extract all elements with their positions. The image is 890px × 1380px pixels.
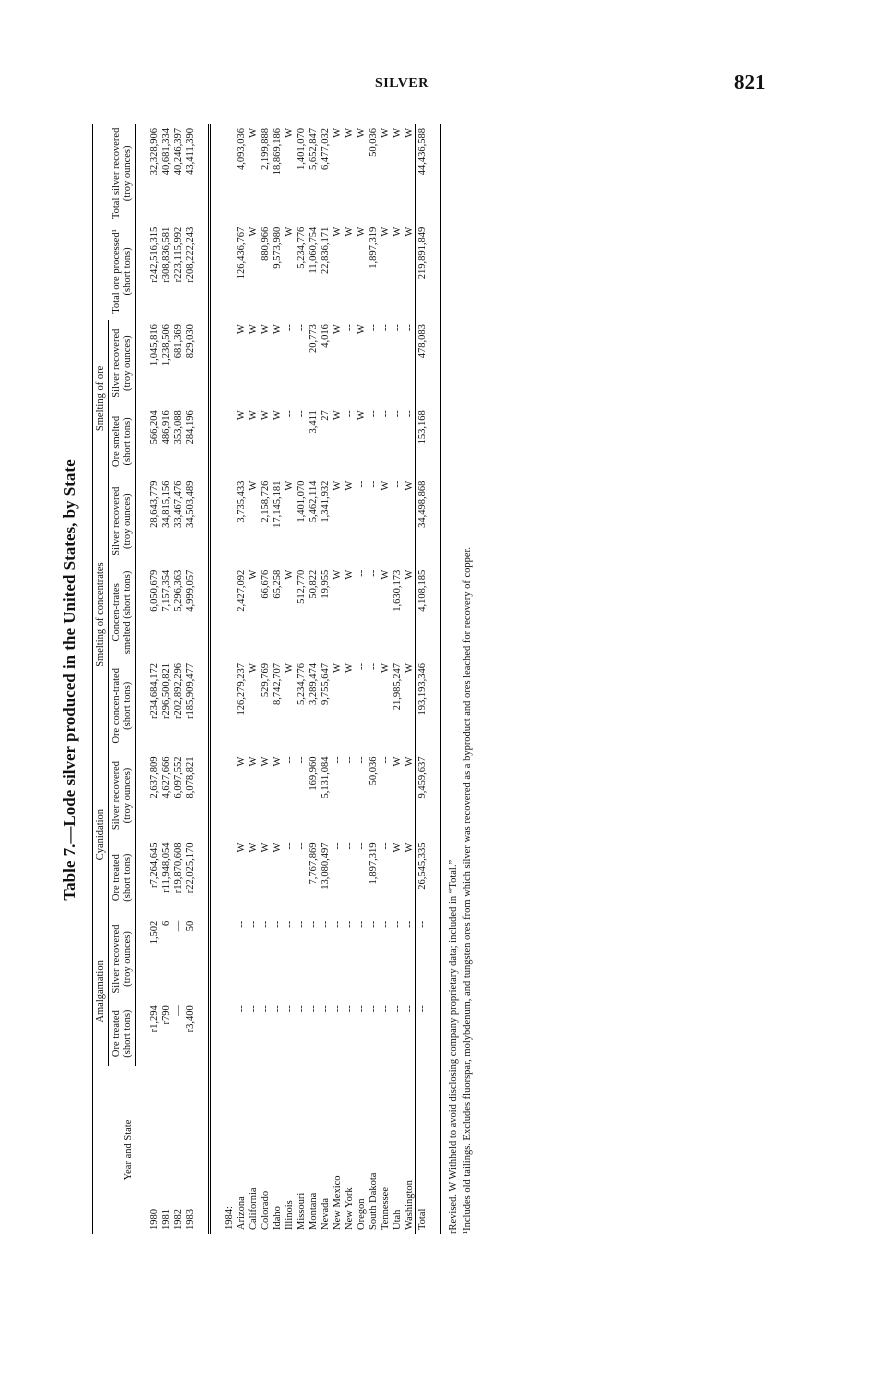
table-cell: -- <box>283 842 295 850</box>
table-cell: W <box>259 756 271 767</box>
table-cell: r223,115,992 <box>172 226 184 283</box>
table-cell: — <box>172 1005 184 1016</box>
table-cell: 3,289,474 <box>307 663 319 706</box>
table-cell: W <box>403 480 415 491</box>
table-cell: 1,897,319 <box>367 842 379 885</box>
table-cell: W <box>403 663 415 673</box>
table-cell: 5,652,847 <box>307 128 319 170</box>
table-cell: 4,999,057 <box>184 569 196 612</box>
table-cell: W <box>283 226 295 237</box>
table-cell: 5,462,114 <box>307 480 319 523</box>
table-cell: 529,769 <box>259 663 271 698</box>
table-cell: W <box>379 480 391 491</box>
row-label: 1982 <box>172 1209 184 1230</box>
column-group-blank <box>93 223 109 320</box>
table-cell: -- <box>416 1001 429 1066</box>
table-cell: 5,234,776 <box>295 226 307 269</box>
table-cell: 1,897,319 <box>367 226 379 269</box>
table-cell: W <box>271 324 283 335</box>
table-cell: 4,093,036 <box>235 128 247 170</box>
table-cell: 1,630,173 <box>391 569 403 612</box>
table-cell: 21,985,247 <box>391 663 403 711</box>
year-row <box>148 124 160 1234</box>
table-cell: 34,498,868 <box>416 477 429 566</box>
table-cell: -- <box>343 410 355 418</box>
column-header-10: Total silver recovered (troy ounces) <box>109 124 136 223</box>
state-row <box>403 124 416 1234</box>
table-cell: W <box>331 410 343 421</box>
table-cell: r22,025,170 <box>184 842 196 894</box>
table-cell: W <box>247 226 259 237</box>
table-cell: -- <box>343 1005 355 1013</box>
table-cell: -- <box>367 920 379 928</box>
table-cell: -- <box>295 842 307 850</box>
table-cell: 19,955 <box>319 569 331 599</box>
row-spacer <box>136 124 149 1234</box>
table-cell: -- <box>355 480 367 488</box>
table-cell: 6,477,032 <box>319 128 331 170</box>
table-cell: -- <box>355 663 367 671</box>
table-cell: -- <box>343 756 355 764</box>
table-cell: -- <box>283 324 295 332</box>
table-cell: W <box>391 226 403 237</box>
table-cell: 18,869,186 <box>271 128 283 176</box>
table-cell: r242,516,315 <box>148 226 160 283</box>
table-cell: -- <box>355 920 367 928</box>
double-rule <box>196 124 210 1234</box>
table-cell: W <box>391 128 403 138</box>
table-cell: W <box>259 410 271 421</box>
table-cell: -- <box>403 410 415 418</box>
running-head <box>0 70 890 104</box>
table-cell: -- <box>295 756 307 764</box>
table-cell: r185,909,477 <box>184 663 196 720</box>
column-group-blank <box>93 124 109 223</box>
column-group-0: Amalgamation <box>93 917 109 1066</box>
row-label: 1984: <box>223 1206 235 1230</box>
table-cell: -- <box>367 324 379 332</box>
table-cell: 353,088 <box>172 410 184 445</box>
table-cell: 66,676 <box>259 569 271 599</box>
bottom-rule <box>428 124 441 1234</box>
table-cell: W <box>235 842 247 853</box>
table-cell: r308,836,581 <box>160 226 172 283</box>
table-cell: r208,222,243 <box>184 226 196 283</box>
rotated-table-block <box>60 120 530 1240</box>
table-cell: -- <box>283 410 295 418</box>
table-cell: 9,459,637 <box>416 753 429 839</box>
table-cell: 32,328,906 <box>148 128 160 176</box>
table-cell: W <box>283 663 295 673</box>
table-cell: 1,401,070 <box>295 480 307 523</box>
table-footnotes <box>447 120 474 1234</box>
state-row <box>319 124 331 1234</box>
table-body <box>136 124 441 1234</box>
table-cell: -- <box>283 1005 295 1013</box>
row-label: Colorado <box>259 1190 271 1230</box>
table-cell: W <box>283 128 295 138</box>
table-cell: 33,467,476 <box>172 480 184 528</box>
state-row <box>379 124 391 1234</box>
table-cell: W <box>331 480 343 491</box>
table-cell: 512,770 <box>295 569 307 604</box>
state-row <box>247 124 259 1234</box>
table-cell: -- <box>295 920 307 928</box>
state-row <box>235 124 247 1234</box>
year-row <box>184 124 196 1234</box>
table-cell: 1,401,070 <box>295 128 307 170</box>
table-cell: 5,296,363 <box>172 569 184 612</box>
table-cell: 478,083 <box>416 320 429 406</box>
row-label: Utah <box>391 1209 403 1230</box>
table-cell: -- <box>379 324 391 332</box>
table-cell: -- <box>271 920 283 928</box>
table-cell: 4,627,666 <box>160 756 172 799</box>
table-cell: 193,193,346 <box>416 659 429 752</box>
table-cell: 20,773 <box>307 324 319 354</box>
table-cell: -- <box>355 1005 367 1013</box>
table-cell: -- <box>391 920 403 928</box>
table-cell: W <box>247 480 259 491</box>
column-group-2: Smelting of concentrates <box>93 477 109 753</box>
table-cell: -- <box>259 920 271 928</box>
table-cell: -- <box>355 756 367 764</box>
table-cell: -- <box>391 480 403 488</box>
table-cell: 3,735,433 <box>235 480 247 523</box>
table-cell: r790 <box>160 1005 172 1025</box>
row-label: Idaho <box>271 1206 283 1230</box>
table-cell: 7,767,869 <box>307 842 319 885</box>
table-cell: W <box>331 324 343 335</box>
year-1984-heading <box>223 124 235 1234</box>
column-header-1: Silver recovered (troy ounces) <box>109 917 136 1002</box>
state-row <box>331 124 343 1234</box>
table-cell: -- <box>367 569 379 577</box>
table-cell: W <box>379 569 391 580</box>
table-cell: -- <box>295 324 307 332</box>
table-cell: 4,016 <box>319 324 331 348</box>
table-cell: -- <box>403 920 415 928</box>
table-cell: W <box>271 842 283 853</box>
footnote-1: ¹Includes old tailings. Excludes fluorspar, molybdenum, and tungsten ores from which silver was recovered as a byproduct and ores leached for recovery of copper. <box>461 546 473 1234</box>
table-cell: 17,145,181 <box>271 480 283 528</box>
row-label: Washington <box>403 1180 415 1230</box>
state-row <box>271 124 283 1234</box>
table-cell: 8,078,821 <box>184 756 196 799</box>
table-cell: W <box>343 569 355 580</box>
table-cell: -- <box>391 410 403 418</box>
table-cell: -- <box>343 324 355 332</box>
table-cell: 126,436,767 <box>235 226 247 280</box>
table-cell: r234,684,172 <box>148 663 160 720</box>
table-cell: W <box>235 410 247 421</box>
column-header-8: Silver recovered (troy ounces) <box>109 320 136 406</box>
table-cell: -- <box>307 920 319 928</box>
row-label: Tennessee <box>379 1187 391 1230</box>
row-label: 1981 <box>160 1209 172 1230</box>
row-label: Nevada <box>319 1197 331 1230</box>
table-cell: 27 <box>319 410 331 421</box>
table-cell: -- <box>367 663 379 671</box>
table-cell: 6 <box>160 920 172 926</box>
table-cell: W <box>271 756 283 767</box>
table-cell: -- <box>379 842 391 850</box>
table-cell: -- <box>247 1005 259 1013</box>
table-cell: W <box>283 480 295 491</box>
table-cell: 880,966 <box>259 226 271 261</box>
table-cell: -- <box>355 569 367 577</box>
table-cell: 9,573,980 <box>271 226 283 269</box>
table-cell: r7,264,645 <box>148 842 160 889</box>
table-cell: 44,436,588 <box>416 124 429 223</box>
table-cell: W <box>355 226 367 237</box>
state-row <box>391 124 403 1234</box>
table-cell: 34,815,156 <box>160 480 172 528</box>
state-row <box>283 124 295 1234</box>
table-cell: -- <box>403 324 415 332</box>
table-cell: W <box>343 480 355 491</box>
column-header-4: Ore concen-trated (short tons) <box>109 659 136 752</box>
table-cell: -- <box>271 1005 283 1013</box>
table-cell: 40,681,334 <box>160 128 172 176</box>
table-cell: 13,080,497 <box>319 842 331 890</box>
row-label: 1980 <box>148 1209 160 1230</box>
column-header-7: Ore smelted (short tons) <box>109 406 136 476</box>
table-cell: -- <box>379 756 391 764</box>
table-cell: -- <box>355 842 367 850</box>
table-cell: -- <box>379 920 391 928</box>
table-cell: -- <box>295 410 307 418</box>
table-cell: -- <box>259 1005 271 1013</box>
table-cell: 6,097,552 <box>172 756 184 799</box>
table-cell: -- <box>235 920 247 928</box>
year-row <box>160 124 172 1234</box>
table-cell: W <box>343 663 355 673</box>
page-number: 821 <box>734 70 766 94</box>
table-cell: r1,294 <box>148 1005 160 1033</box>
table-cell: 486,916 <box>160 410 172 445</box>
stub-header: Year and State <box>122 1119 134 1181</box>
row-label: New York <box>343 1187 355 1230</box>
table-cell: 169,960 <box>307 756 319 791</box>
table-cell: 9,755,647 <box>319 663 331 706</box>
column-group-header-row <box>93 124 109 1234</box>
table-cell: 40,246,397 <box>172 128 184 176</box>
state-row <box>295 124 307 1234</box>
table-cell: 34,503,489 <box>184 480 196 528</box>
table-cell: W <box>247 842 259 853</box>
table-cell: 43,411,390 <box>184 128 196 175</box>
running-title: SILVER <box>375 76 429 91</box>
table-cell: 8,742,707 <box>271 663 283 706</box>
table-cell: W <box>391 756 403 767</box>
table-cell: 284,196 <box>184 410 196 445</box>
column-header-9: Total ore processed¹ (short tons) <box>109 223 136 320</box>
state-row <box>259 124 271 1234</box>
table-title: Table 7.—Lode silver produced in the United States, by State <box>60 459 79 901</box>
table-cell: -- <box>379 410 391 418</box>
table-cell: -- <box>343 842 355 850</box>
table-cell: 153,168 <box>416 406 429 476</box>
table-cell: W <box>355 324 367 335</box>
table-cell: -- <box>331 1005 343 1013</box>
column-group-1: Cyanidation <box>93 753 109 917</box>
table-cell: 5,234,776 <box>295 663 307 706</box>
table-cell: W <box>247 128 259 138</box>
column-header-3: Silver recovered (troy ounces) <box>109 753 136 839</box>
table-cell: -- <box>331 842 343 850</box>
table-cell: 219,891,849 <box>416 223 429 320</box>
row-label: Missouri <box>295 1192 307 1230</box>
column-header-0: Ore treated (short tons) <box>109 1001 136 1066</box>
table-cell: W <box>379 128 391 138</box>
table-cell: -- <box>283 756 295 764</box>
column-header-6: Silver recovered (troy ounces) <box>109 477 136 566</box>
state-row <box>307 124 319 1234</box>
table-cell: 50,036 <box>367 756 379 786</box>
table-cell: r19,870,608 <box>172 842 184 894</box>
table-cell: r3,400 <box>184 1005 196 1033</box>
table-cell: -- <box>331 920 343 928</box>
table-cell: 2,427,092 <box>235 569 247 612</box>
table-cell: 4,108,185 <box>416 566 429 659</box>
table-cell: W <box>247 324 259 335</box>
table-cell: W <box>331 663 343 673</box>
table-cell: W <box>331 569 343 580</box>
table-cell: 1,502 <box>148 920 160 945</box>
table-cell: 50,822 <box>307 569 319 599</box>
row-label: Montana <box>307 1192 319 1230</box>
table-cell: 50 <box>184 920 196 932</box>
table-cell: -- <box>319 1005 331 1013</box>
table-cell: -- <box>235 1005 247 1013</box>
row-spacer <box>210 124 224 1234</box>
table-cell: W <box>259 842 271 853</box>
table-cell: 65,258 <box>271 569 283 599</box>
table-cell: 566,204 <box>148 410 160 445</box>
table-cell: W <box>379 226 391 237</box>
table-cell: -- <box>307 1005 319 1013</box>
table-cell: -- <box>343 920 355 928</box>
table-cell: 28,643,779 <box>148 480 160 528</box>
table-cell: 829,030 <box>184 324 196 359</box>
table-cell: 2,158,726 <box>259 480 271 523</box>
row-label: Oregon <box>355 1198 367 1230</box>
table-cell: -- <box>283 920 295 928</box>
silver-production-table <box>92 124 441 1234</box>
table-cell: W <box>259 324 271 335</box>
table-cell: -- <box>367 410 379 418</box>
row-label: 1983 <box>184 1209 196 1230</box>
table-cell: -- <box>391 1005 403 1013</box>
table-cell: W <box>343 128 355 138</box>
table-cell: W <box>343 226 355 237</box>
table-cell: W <box>283 569 295 580</box>
table-cell: W <box>391 842 403 853</box>
year-row <box>172 124 184 1234</box>
table-cell: -- <box>391 324 403 332</box>
table-cell: W <box>247 663 259 673</box>
table-cell: W <box>271 410 283 421</box>
table-cell: W <box>403 842 415 853</box>
table-cell: 681,369 <box>172 324 184 359</box>
table-cell: -- <box>331 756 343 764</box>
table-cell: W <box>403 226 415 237</box>
table-cell: -- <box>367 1005 379 1013</box>
table-cell: 126,279,237 <box>235 663 247 716</box>
table-cell: 1,045,816 <box>148 324 160 367</box>
table-cell: W <box>355 410 367 421</box>
table-cell: -- <box>379 1005 391 1013</box>
table-cell: — <box>172 920 184 932</box>
table-cell: W <box>403 569 415 580</box>
table-cell: 2,199,888 <box>259 128 271 170</box>
column-header-2: Ore treated (short tons) <box>109 839 136 917</box>
table-cell: r202,892,296 <box>172 663 184 720</box>
total-row <box>416 124 429 1234</box>
table-cell: 7,157,354 <box>160 569 172 612</box>
row-label: Arizona <box>235 1196 247 1230</box>
state-row <box>343 124 355 1234</box>
table-cell: 26,545,335 <box>416 839 429 917</box>
row-label: Total <box>416 1066 429 1234</box>
column-group-3: Smelting of ore <box>93 320 109 477</box>
row-label: New Mexico <box>331 1175 343 1230</box>
table-cell: -- <box>295 1005 307 1013</box>
table-cell: 5,131,084 <box>319 756 331 799</box>
table-cell: -- <box>416 917 429 1002</box>
table-cell: 50,036 <box>367 128 379 157</box>
table-cell: W <box>235 324 247 335</box>
table-cell: W <box>403 756 415 767</box>
table-cell: W <box>247 756 259 767</box>
table-cell: W <box>403 128 415 138</box>
column-header-5: Concen-trates smelted (short tons) <box>109 566 136 659</box>
table-cell: 3,411 <box>307 410 319 434</box>
row-label: Illinois <box>283 1200 295 1230</box>
table-cell: 11,060,754 <box>307 226 319 274</box>
table-cell: r11,948,054 <box>160 842 172 893</box>
table-cell: r296,500,821 <box>160 663 172 720</box>
table-cell: W <box>379 663 391 673</box>
table-cell: 22,836,171 <box>319 226 331 274</box>
table-cell: -- <box>403 1005 415 1013</box>
state-row <box>367 124 379 1234</box>
table-cell: W <box>247 410 259 421</box>
table-cell: W <box>247 569 259 580</box>
row-label: California <box>247 1187 259 1230</box>
footnote-0: rRevised. W Withheld to avoid disclosing company proprietary data; included in “Total.” <box>448 859 460 1234</box>
table-cell: 2,637,809 <box>148 756 160 799</box>
table-cell: 6,050,679 <box>148 569 160 612</box>
table-cell: -- <box>319 920 331 928</box>
row-label: South Dakota <box>367 1172 379 1230</box>
table-cell: -- <box>247 920 259 928</box>
table-cell: W <box>331 128 343 138</box>
table-cell: W <box>331 226 343 237</box>
table-cell: W <box>235 756 247 767</box>
table-cell: -- <box>367 480 379 488</box>
table-cell: 1,238,506 <box>160 324 172 367</box>
table-cell: 1,341,932 <box>319 480 331 523</box>
table-cell: W <box>355 128 367 138</box>
state-row <box>355 124 367 1234</box>
